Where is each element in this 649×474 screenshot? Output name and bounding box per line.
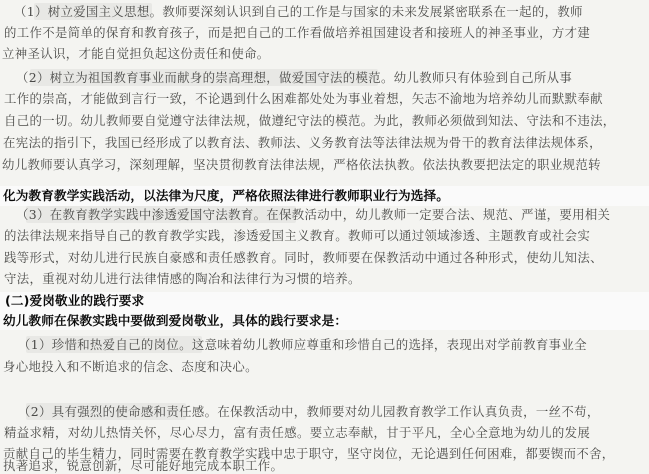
paragraph-3-heading-line: （3）在教育教学实践中渗透爱国守法教育。在保教活动中，幼儿教师一定要合法、规范、严谨，要用相关 bbox=[16, 207, 611, 222]
item-2-line-2: 精益求精，对幼儿热情关怀，尽心尽力，富有责任感。要立志奉献，甘于平凡，全心全意地为幼儿的发展 bbox=[4, 425, 591, 440]
paragraph-2-line-4: 在宪法的指引下，我国已经形成了以教育法、教师法、义务教育法等法律法规为骨干的教育法律法规体系， bbox=[3, 135, 602, 150]
item-2-line-3: 贡献自己的毕生精力，同时需要在教育教学实践中忠于职守，坚守岗位，无论遇到任何困难，都要锲而不舍， bbox=[3, 446, 615, 461]
item-1-line-2: 身心地投入和不断追求的信念、态度和决心。 bbox=[3, 359, 258, 374]
paragraph-2-line-3: 自己的一切。幼儿教师要自觉遵守法律法规，做遵纪守法的模范。为此，教师必须做到知法、守法和不违法， bbox=[4, 113, 616, 128]
paragraph-3-line-2: 的法律法规来指导自己的教育教学实践，渗透爱国主义教育。教师可以通过领域渗透、主题教育或社会实 bbox=[4, 228, 591, 243]
paragraph-1-line-1: （1）树立爱国主义思想。教师要深刻认识到自己的工作是与国家的未来发展紧密联系在一起的，教师 bbox=[14, 4, 583, 19]
paragraph-2-line-5: 幼儿教师要认真学习，深刻理解，坚决贯彻教育法律法规，严格依法执教。依法执教要把法定的职业规范转 bbox=[2, 157, 601, 172]
item-2-heading-line: （2）具有强烈的使命感和责任感。在保教活动中，教师要对幼儿园教育教学工作认真负责，一丝不苟， bbox=[18, 404, 600, 419]
typed-line-law-practice: 化为教育教学实践活动，以法律为尺度，严格依照法律进行教师职业行为选择。 bbox=[3, 188, 450, 203]
item-2-line-4: 执著追求，锐意创新，尽可能好地完成本职工作。 bbox=[3, 458, 284, 473]
section-heading: (二)爱岗敬业的践行要求 bbox=[5, 293, 145, 308]
paragraph-2-line-2: 工作的崇高，才能做到言行一致，不论遇到什么困难都处处为事业着想，矢志不渝地为培养幼儿而默默奉献 bbox=[4, 91, 603, 106]
item-1-heading-line: （1）珍惜和热爱自己的岗位。这意味着幼儿教师应尊重和珍惜自己的选择，表现出对学前教育事业全 bbox=[18, 337, 587, 352]
paragraph-1-line-3: 立神圣认识，才能自觉担负起这份责任和使命。 bbox=[2, 46, 270, 61]
paragraph-2-heading-line: （2）树立为祖国教育事业而献身的崇高理想，做爱国守法的模范。幼儿教师只有体验到自己所从事 bbox=[16, 70, 573, 85]
section-intro: 幼儿教师在保教实践中要做到爱岗敬业，具体的践行要求是： bbox=[3, 313, 348, 328]
paragraph-3-line-3: 践等形式，对幼儿进行民族自豪感和责任感教育。同时，教师要在保教活动中通过各种形式，使幼儿知法、 bbox=[4, 250, 603, 265]
paragraph-3-line-4: 守法，重视对幼儿进行法律情感的陶冶和法律行为习惯的培养。 bbox=[4, 271, 361, 286]
paragraph-1-line-2: 的工作不是简单的保育和教育孩子，而是把自己的工作看做培养祖国建设者和接班人的神圣事业，方才建 bbox=[4, 25, 591, 40]
